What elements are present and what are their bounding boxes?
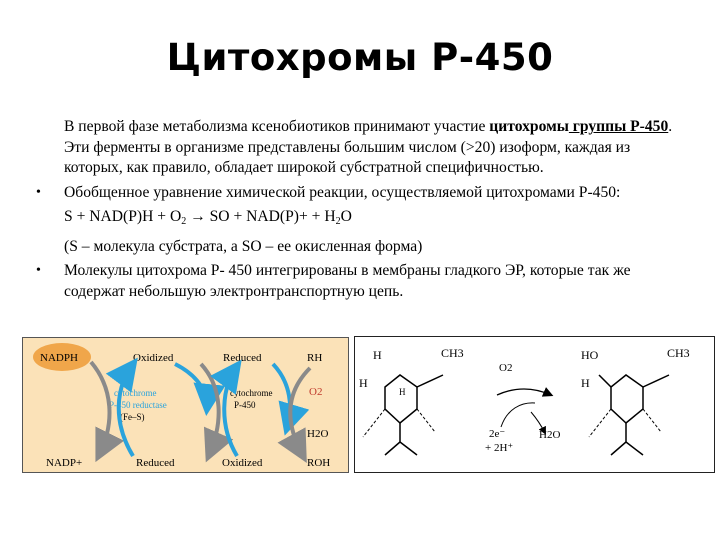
left-h-side: H: [359, 376, 368, 390]
reductase-line3: (Fe–S): [120, 412, 145, 422]
electron-arrow: [501, 403, 535, 427]
paragraph-equation: [36, 183, 686, 258]
blue-arrow-4: [273, 364, 290, 428]
hydroxylation-diagram: [354, 336, 715, 473]
equation-h2-subscript: 2: [335, 216, 341, 227]
paragraph-membrane: [36, 261, 686, 302]
paragraph-membrane-text: Молекулы цитохрома Р- 450 интегрированы в мембраны гладкого ЭР, которые так же содержат небольшую электронтранспортную цепь.: [64, 262, 631, 300]
right-ho: HO: [581, 348, 599, 362]
paragraph-phase-one-text-b: . Эти ферменты в организме представлены большим числом (>20) изоформ, каждая из которых, как правило, обладает широкой субстратной специфичностью.: [64, 118, 673, 176]
p450-line1: cytochrome: [230, 388, 273, 398]
nadp-label: NADP+: [46, 457, 83, 469]
h2o-product: H2O: [539, 429, 561, 441]
left-ch3: CH3: [441, 346, 464, 360]
reductase-line2: P-450 reductase: [109, 400, 167, 410]
gray-arrow-2: [201, 364, 219, 455]
right-h: H: [581, 376, 590, 390]
equation-legend: (S – молекула субстрата, а SO – ее окисленная форма): [64, 237, 423, 255]
reaction-arrow: [497, 389, 551, 395]
equation-o: O: [340, 208, 352, 225]
o2-reagent: O2: [499, 362, 513, 374]
reduced-label-1: Reduced: [223, 352, 262, 364]
paragraph-phase-one: [36, 117, 686, 179]
rh-label: RH: [307, 352, 323, 364]
o2-label: O2: [309, 386, 323, 398]
electrons-label: 2e⁻: [489, 428, 506, 440]
p450-group-term: группы Р-450: [568, 118, 669, 135]
blue-arrow-3: [224, 366, 237, 456]
right-ring-lower: [611, 423, 643, 455]
equation-right: → SO + NAD(P)+ + H: [186, 208, 336, 225]
paragraph-phase-one-text-a: В первой фазе метаболизма ксенобиотиков принимают участие: [64, 118, 490, 135]
left-ring-lower: [385, 423, 417, 455]
bullet-icon: •: [36, 184, 41, 200]
p450-line2: P-450: [234, 400, 256, 410]
electron-transport-diagram: [22, 337, 349, 473]
reduced-label-2: Reduced: [136, 457, 175, 469]
nadph-label: NADPH: [40, 352, 78, 364]
left-methyl-bond: [417, 375, 443, 387]
gray-arrow-1: [91, 362, 109, 455]
bullet-icon: •: [36, 263, 41, 278]
h2o-label: H2O: [307, 428, 329, 440]
reductase-line1: cytochrome: [114, 388, 157, 398]
left-h-top: H: [373, 348, 382, 362]
right-ch3: CH3: [667, 346, 690, 360]
electron-transport-svg: [23, 338, 348, 472]
reaction-equation: [64, 207, 686, 233]
protons-label: + 2H⁺: [485, 442, 514, 454]
blue-arrow-2: [175, 364, 207, 408]
cytochromes-term: цитохромы: [489, 118, 569, 135]
roh-label: ROH: [307, 457, 331, 469]
slide-body: [36, 117, 686, 302]
gray-arrow-3: [290, 368, 310, 456]
left-h-inner: H: [399, 387, 406, 397]
right-ring-upper: [611, 375, 643, 423]
oxidized-label-2: Oxidized: [222, 457, 263, 469]
hydroxylation-svg: [355, 337, 714, 472]
left-ring-upper: [385, 375, 417, 423]
equation-left: S + NAD(P)H + O: [64, 208, 182, 225]
blue-arrow-1: [119, 364, 133, 456]
equation-o2-subscript: 2: [181, 216, 187, 227]
oxidized-label-1: Oxidized: [133, 352, 174, 364]
equation-intro: Обобщенное уравнение химической реакции, осуществляемой цитохромами Р-450:: [64, 183, 621, 201]
slide-title: Цитохромы Р-450: [166, 36, 554, 79]
